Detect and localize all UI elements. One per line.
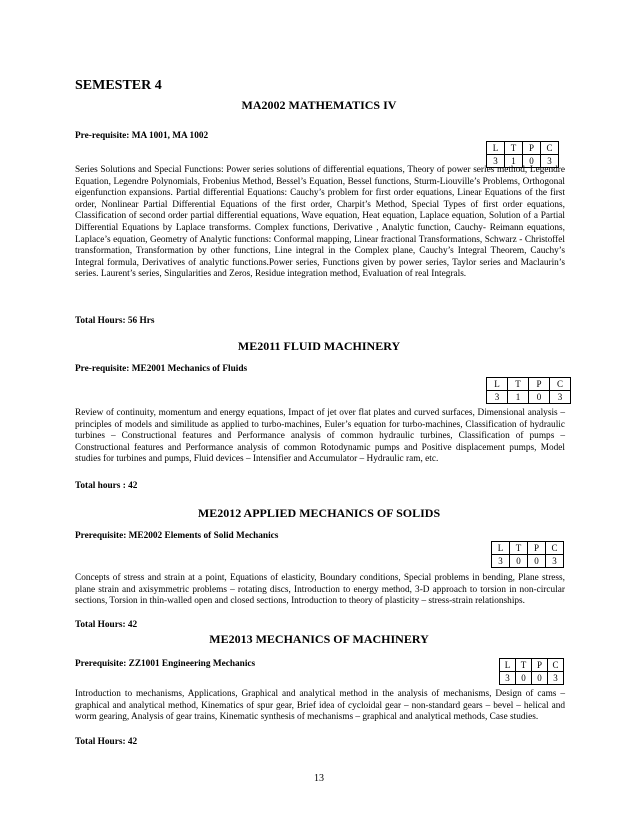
ltpc-head: T	[508, 378, 529, 391]
ltpc-value: 3	[546, 555, 564, 568]
ltpc-value: 3	[500, 672, 516, 685]
course-description: Introduction to mechanisms, Applications, Graphical and analytical method in the analysis of mechanisms, Design of cams – graphical and analytical method, Kinematics of spur gear, Brief idea of cycloidal gear – non-standard gears – bevel – helical and worm gearing, Analysis of gear trains, Kinematic synthesis of mechanisms – graphical and analytical methods, Case studies.	[75, 689, 565, 723]
ltpc-value: 0	[510, 555, 528, 568]
ltpc-head: T	[505, 142, 523, 155]
ltpc-head: L	[500, 659, 516, 672]
prerequisite: Pre-requisite: MA 1001, MA 1002	[75, 131, 209, 141]
ltpc-head: C	[550, 378, 571, 391]
page-number: 13	[314, 773, 324, 784]
course-title: ME2012 APPLIED MECHANICS OF SOLIDS	[197, 506, 441, 520]
ltpc-head: T	[510, 542, 528, 555]
ltpc-head: P	[523, 142, 541, 155]
ltpc-head: P	[529, 378, 550, 391]
ltpc-value: 0	[516, 672, 532, 685]
ltpc-table	[491, 541, 564, 568]
prerequisite: Prerequisite: ME2002 Elements of Solid Mechanics	[75, 531, 279, 541]
course-title: ME2013 MECHANICS OF MACHINERY	[209, 632, 429, 646]
ltpc-value: 0	[532, 672, 548, 685]
course-title: ME2011 FLUID MACHINERY	[237, 339, 401, 353]
course-description: Review of continuity, momentum and energy equations, Impact of jet over flat plates and curved surfaces, Dimensional analysis – principles of models and similitude as applied to turbo-machines, Euler’s equation for turbo-machines, Classification of hydraulic turbines – Constructional features and Performance analysis of common hydraulic turbines, Classification of pumps –Constructional features and Performance analysis of common Rotodynamic pumps and Positive displacement pumps, Model studies for turbines and pumps, Fluid devices – Intensifier and Accumulator – Hydraulic ram, etc.	[75, 408, 565, 465]
ltpc-head: T	[516, 659, 532, 672]
ltpc-value: 1	[505, 155, 523, 168]
prerequisite: Pre-requisite: ME2001 Mechanics of Fluids	[75, 364, 248, 374]
total-hours: Total Hours: 42	[75, 620, 138, 630]
ltpc-value: 3	[548, 672, 564, 685]
ltpc-value: 3	[492, 555, 510, 568]
ltpc-table	[486, 141, 559, 168]
course-title: MA2002 MATHEMATICS IV	[241, 98, 397, 112]
ltpc-value: 0	[529, 391, 550, 404]
total-hours: Total hours : 42	[75, 481, 138, 491]
ltpc-head: P	[528, 542, 546, 555]
ltpc-table	[499, 658, 564, 685]
ltpc-head: L	[492, 542, 510, 555]
ltpc-head: C	[541, 142, 559, 155]
course-description: Series Solutions and Special Functions: Power series solutions of differential equations, Theory of power series method, Legendre Equation, Legendre Polynomials, Frobenius Method, Bessel’s Equation, Bessel functions, Sturm-Liouville’s Problems, Orthogonal eigenfunction expansions. Partial differential Equations: Cauchy’s problem for first order equations, Linear Equations of the first order, Nonlinear Partial Differential Equations of the first order, Charpit’s Method, Special Types of first order equations, Classification of second order partial differential equations, Wave equation, Heat equation, Laplace equation, Solution of a Partial Differential Equations by Laplace transforms. Complex functions, Derivative , Analytic function, Cauchy- Reimann equations, Laplace’s equation, Geometry of Analytic functions: Conformal mapping, Linear fractional Transformations, Schwarz - Christoffel transformation, Transformation by other functions, Line integral in the Complex plane, Cauchy’s Integral Theorem, Cauchy’s Integral formula, Derivatives of analytic functions.Power series, Functions given by power series, Taylor series and Maclaurin’s series. Laurent’s series, Singularities and Zeros, Residue integration method, Evaluation of real Integrals.	[75, 165, 565, 280]
ltpc-value: 3	[487, 391, 508, 404]
ltpc-value: 0	[528, 555, 546, 568]
ltpc-value: 3	[487, 155, 505, 168]
ltpc-value: 1	[508, 391, 529, 404]
ltpc-value: 3	[550, 391, 571, 404]
ltpc-head: C	[546, 542, 564, 555]
ltpc-table	[486, 377, 571, 404]
prerequisite: Prerequisite: ZZ1001 Engineering Mechanics	[75, 659, 256, 669]
ltpc-head: L	[487, 378, 508, 391]
course-description: Concepts of stress and strain at a point, Equations of elasticity, Boundary conditions, Special problems in bending, Plane stress, plane strain and axisymmetric problems – rotating discs, Introduction to energy method, 3-D approach to torsion in non-circular sections, Torsion in thin-walled open and closed sections, Introduction to theory of plasticity – stress-strain relationships.	[75, 573, 565, 607]
ltpc-value: 3	[541, 155, 559, 168]
total-hours: Total Hours: 56 Hrs	[75, 316, 155, 326]
semester-heading: SEMESTER 4	[75, 78, 162, 93]
ltpc-value: 0	[523, 155, 541, 168]
total-hours: Total Hours: 42	[75, 737, 138, 747]
ltpc-head: L	[487, 142, 505, 155]
ltpc-head: P	[532, 659, 548, 672]
ltpc-head: C	[548, 659, 564, 672]
